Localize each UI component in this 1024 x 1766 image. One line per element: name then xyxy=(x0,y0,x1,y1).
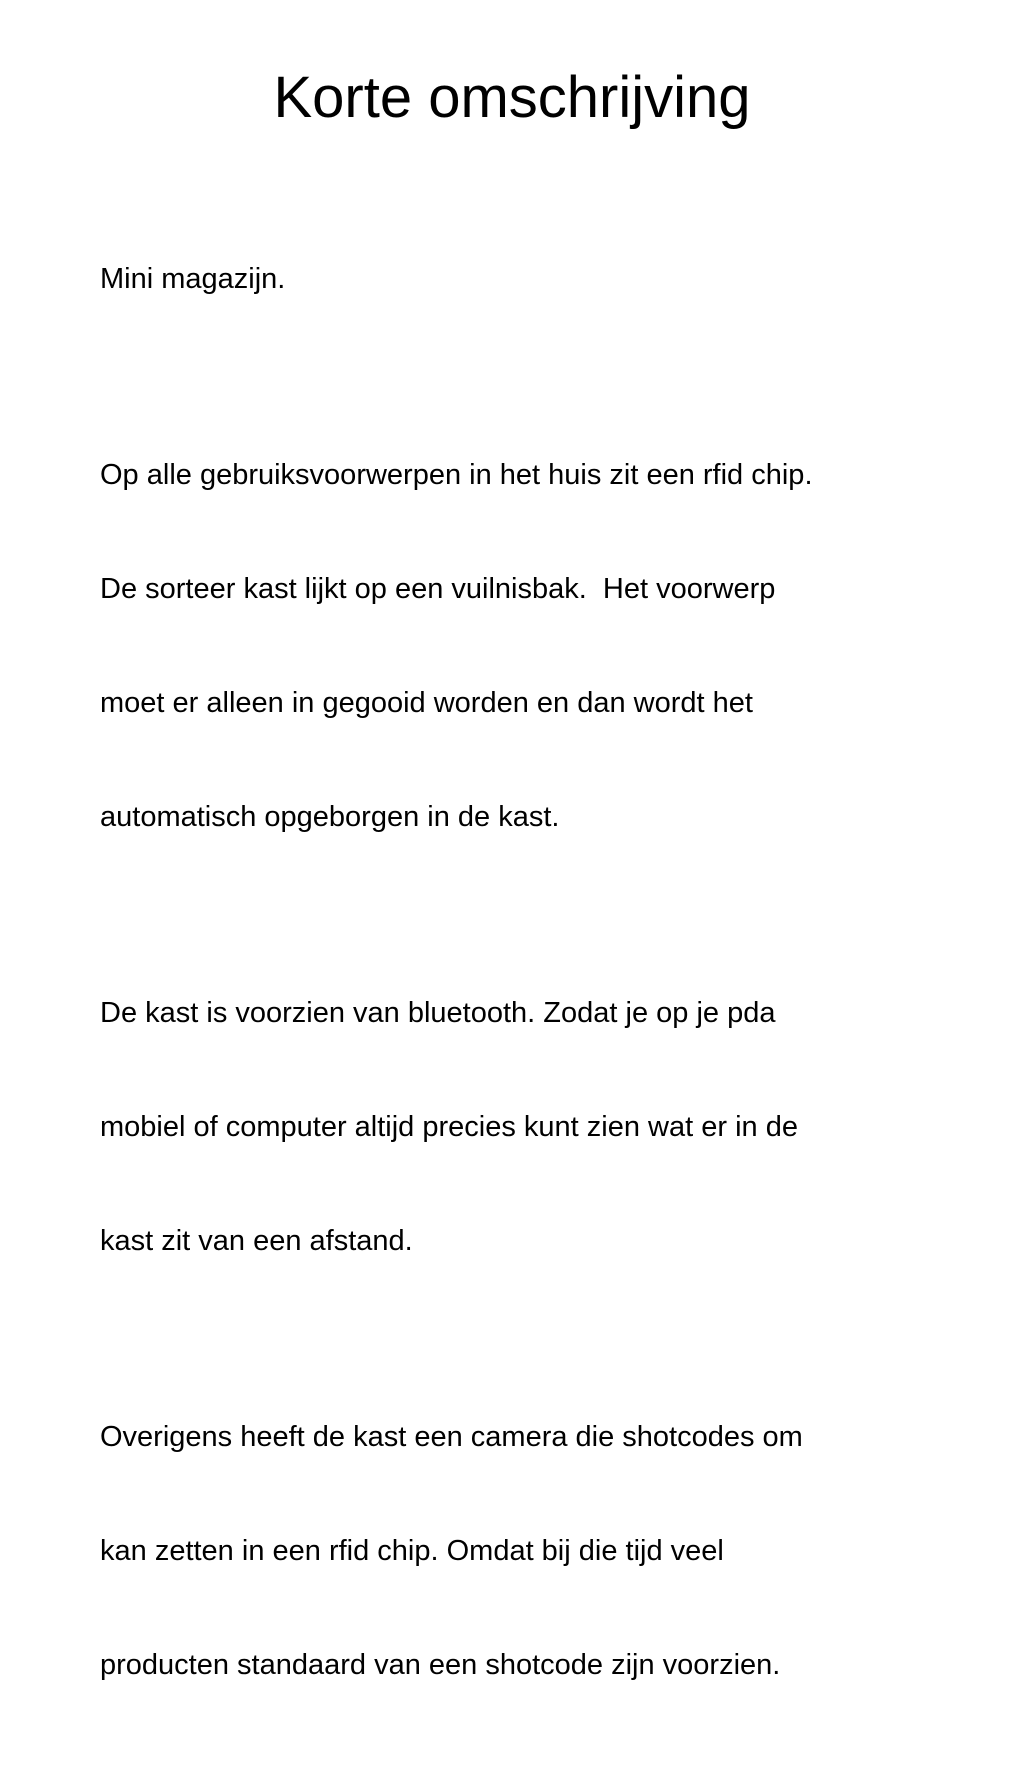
text-line: Op alle gebruiksvoorwerpen in het huis zit een rfid chip. xyxy=(100,459,813,491)
text-line: Mini magazijn. xyxy=(100,263,286,295)
text-line: producten standaard van een shotcode zijn voorzien. xyxy=(100,1649,781,1681)
paragraph-bluetooth xyxy=(100,918,960,1336)
text-line: De sorteer kast lijkt op een vuilnisbak. Het voorwerp xyxy=(100,573,776,605)
paragraph-intro xyxy=(100,184,960,374)
text-line: kan zetten in een rfid chip. Omdat bij die tijd veel xyxy=(100,1535,724,1567)
text-line: Overigens heeft de kast een camera die shotcodes om xyxy=(100,1421,803,1453)
paragraph-rfid xyxy=(100,380,960,912)
text-line: kast zit van een afstand. xyxy=(100,1225,413,1257)
paragraph-camera xyxy=(100,1342,960,1760)
slide-body xyxy=(100,184,960,1766)
text-line: mobiel of computer altijd precies kunt zien wat er in de xyxy=(100,1111,798,1143)
text-line: De kast is voorzien van bluetooth. Zodat je op je pda xyxy=(100,997,776,1029)
slide-title: Korte omschrijving xyxy=(273,65,751,130)
text-line: automatisch opgeborgen in de kast. xyxy=(100,801,560,833)
text-line: moet er alleen in gegooid worden en dan wordt het xyxy=(100,687,753,719)
